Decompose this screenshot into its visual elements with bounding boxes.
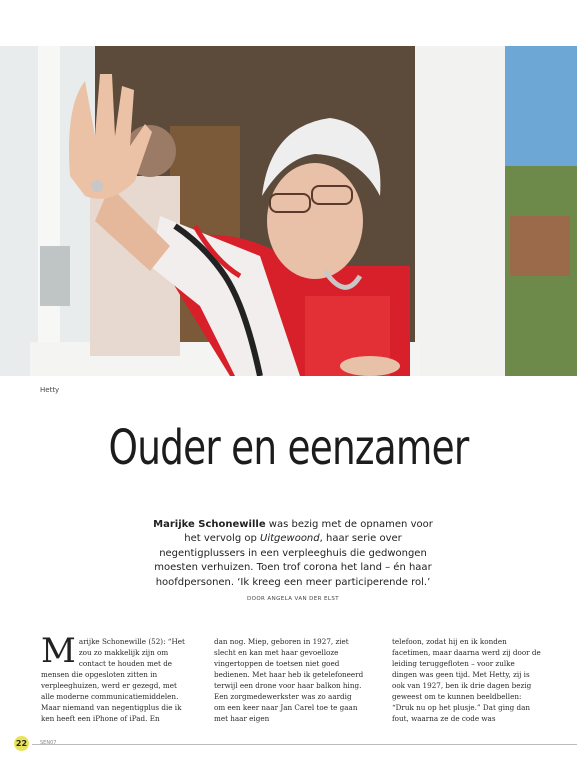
article-headline: Ouder en eenzamer <box>108 420 469 476</box>
article-intro <box>148 518 438 590</box>
footer-divider <box>32 744 577 745</box>
intro-name: Marijke Schonewille <box>153 519 266 530</box>
page-number-badge: 22 <box>14 736 29 751</box>
body-column-3: telefoon, zodat hij en ik konden facetimen, maar daarna werd zij door de leiding teruggefloten – voor zulke dingen was geen tijd. Met Hetty, zij is ook van 1927, ben ik drie dagen bezig geweest om te kunnen beeldbellen: “Druk nu op het plusje.” Dat ging dan fout, waarna ze de code was <box>392 637 541 723</box>
intro-text-1: was bezig met de opnamen voor het vervolg op <box>184 519 433 545</box>
photo-caption: Hetty <box>40 386 60 394</box>
magazine-name: SEN07 <box>40 740 57 746</box>
body-column-1 <box>41 631 191 724</box>
intro-italic-title: Uitgewoond <box>260 533 320 545</box>
intro-text-2: , haar serie over negentigplussers in een verpleeghuis die gedwongen moesten verhuizen. Toen trof corona het land – én haar hoofdpersonen. ‘Ik kreeg een meer participerende rol.’ <box>154 533 432 588</box>
photo-illustration <box>0 46 577 376</box>
byline: DOOR ANGELA VAN DER ELST <box>246 596 340 602</box>
body-column-2: dan nog. Miep, geboren in 1927, ziet slecht en kan met haar gevoelloze vingertoppen de toetsen niet goed bedienen. Met haar heb ik getelefoneerd terwijl een drone voor haar balkon hing. Een zorgmedewerkster was zo aardig om een keer naar Jan Carel toe te gaan met haar eigen <box>214 637 364 723</box>
hero-photo <box>0 46 577 376</box>
body-text-1: arijke Schonewille (52): “Het zou zo makkelijk zijn om contact te houden met de mensen die opgesloten zitten in verpleeghuizen, werd er gezegd, met alle moderne communicatiemiddelen. Maar niemand van negentigplus die ik ken heeft een iPhone of iPad. En <box>41 637 185 723</box>
drop-cap: M <box>41 631 76 671</box>
